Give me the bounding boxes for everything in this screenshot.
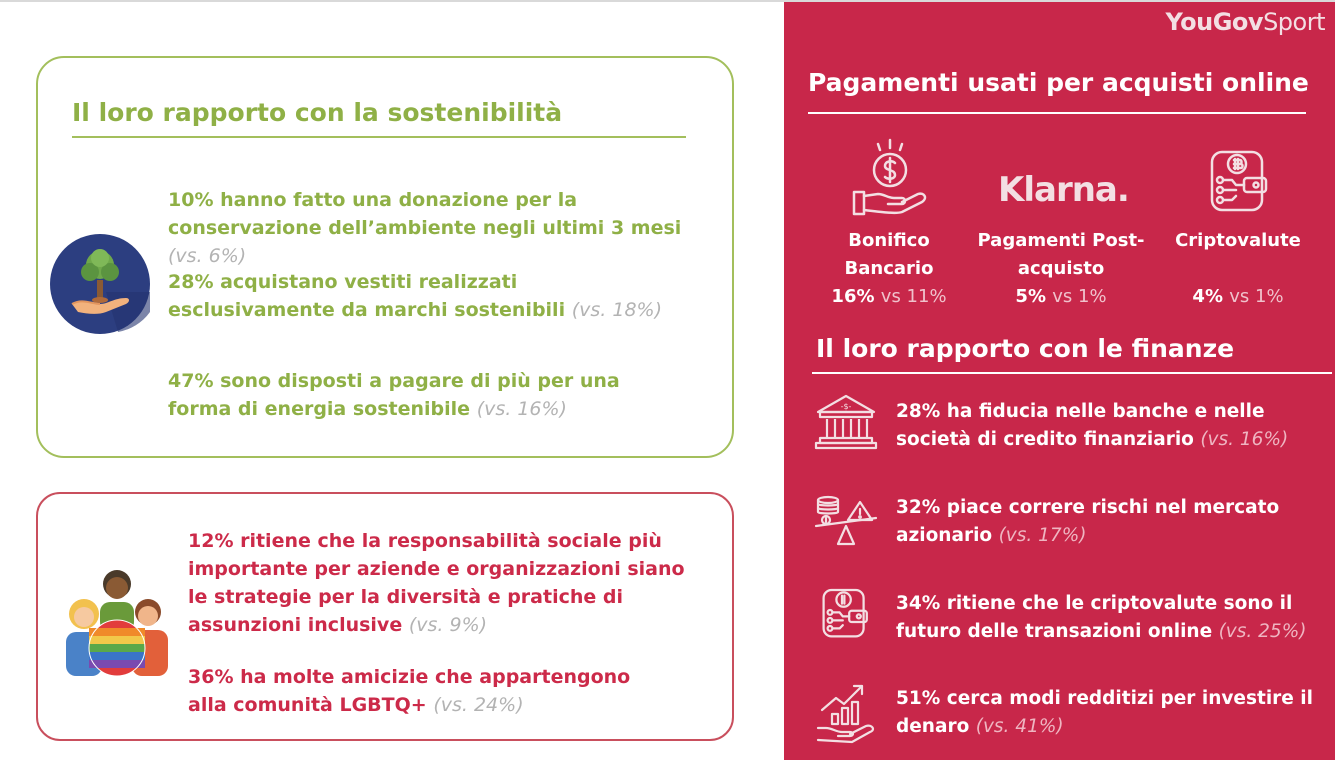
crypto-wallet-small-icon [814,582,878,646]
payment-bank-transfer: Bonifico Bancario 16% vs 11% [799,227,979,311]
finance-stat-investing: 51% cerca modi redditizi per investire il denaro (vs. 41%) [896,688,1313,737]
payment-bank-transfer-value: 16% vs 11% [831,286,947,307]
finance-title: Il loro rapporto con le finanze [816,334,1235,363]
finance-panel [784,2,1335,760]
investment-growth-icon [814,680,878,744]
sustainability-card [36,56,734,458]
finance-stat-crypto-future: 34% ritiene che le criptovalute sono il futuro delle transazioni online (vs. 25%) [896,593,1307,642]
social-stat-lgbtq: 36% ha molte amicizie che appartengono alla comunità LGBTQ+ (vs. 24%) [188,666,631,716]
payment-buy-now-pay-later-value: 5% vs 1% [1015,286,1107,307]
sustainability-stat-energy: 47% sono disposti a pagare di più per una forma di energia sostenibile (vs. 16%) [168,370,620,420]
bank-icon [814,390,878,454]
payment-buy-now-pay-later: Pagamenti Post- acquisto 5% vs 1% [971,227,1151,311]
payments-title: Pagamenti usati per acquisti online [808,68,1309,97]
diverse-people-icon [62,566,172,678]
sustainability-stat-clothes: 28% acquistano vestiti realizzati esclusivamente da marchi sostenibili (vs. 18%) [168,271,662,321]
finance-underline [812,372,1332,374]
payments-underline [808,112,1306,114]
sustainability-stat-donation: 10% hanno fatto una donazione per la conservazione dell’ambiente negli ultimi 3 mesi (vs. 6%) [168,189,682,267]
finance-stat-stock-risk: 32% piace correre rischi nel mercato azionario (vs. 17%) [896,497,1280,546]
tree-in-hand-icon [48,232,152,336]
svg-text:-$-: -$- [840,402,852,411]
social-stat-diversity: 12% ritiene che la responsabilità sociale più importante per aziende e organizzazioni siano le strategie per la diversità e pratiche di assunzioni inclusive (vs. 9%) [188,530,685,636]
title-underline [72,136,686,138]
finance-stat-trust-banks: 28% ha fiducia nelle banche e nelle società di credito finanziario (vs. 16%) [896,401,1289,450]
brand-logo: YouGovSport [1165,8,1325,36]
payment-crypto: Criptovalute 4% vs 1% [1148,227,1328,311]
risk-balance-icon [814,488,878,552]
crypto-wallet-icon [1200,142,1280,222]
sustainability-title: Il loro rapporto con la sostenibilità [72,98,563,127]
klarna-logo: Klarna. [998,170,1129,210]
money-in-hand-icon [850,138,930,218]
payment-crypto-value: 4% vs 1% [1192,286,1284,307]
social-card [36,492,734,741]
